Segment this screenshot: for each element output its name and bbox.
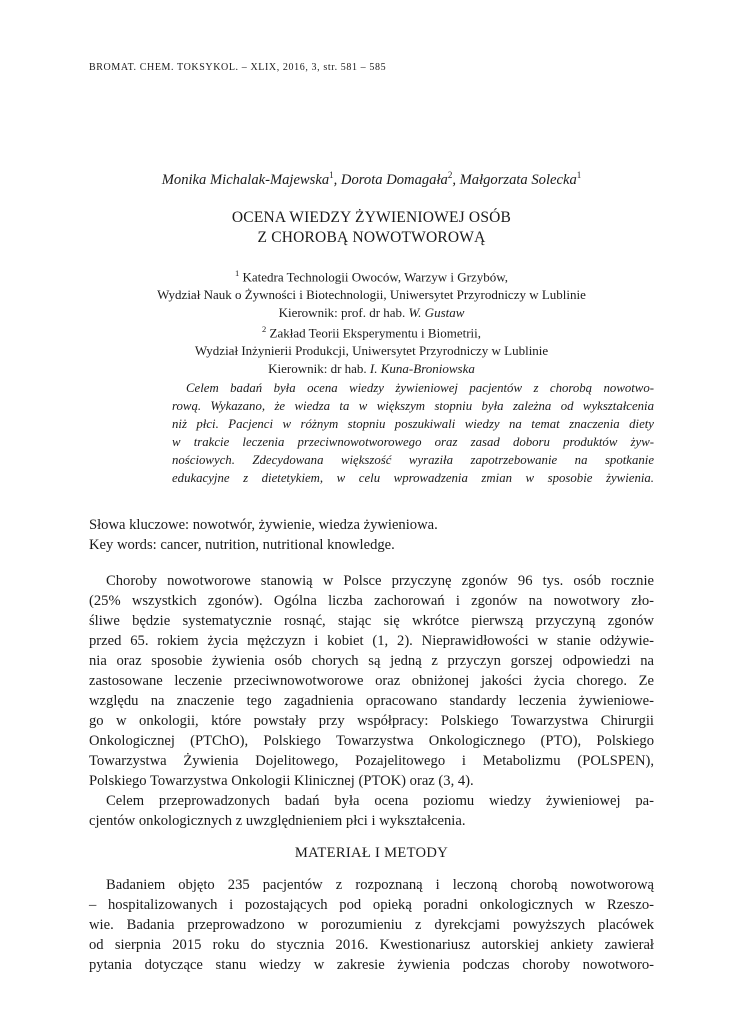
body-line: przed 65. rokiem życia mężczyzn i kobiet (1, 2). Nieprawidłowości w stanie odżywie-	[89, 633, 654, 649]
affiliation-faculty: Wydział Inżynierii Produkcji, Uniwersytet Przyrodniczy w Lublinie	[194, 343, 549, 359]
head-label: Kierownik: dr hab.	[268, 361, 370, 377]
keywords-english: Key words: cancer, nutrition, nutritional knowledge.	[89, 537, 395, 553]
keywords-polish: Słowa kluczowe: nowotwór, żywienie, wiedza żywieniowa.	[89, 517, 438, 533]
keywords	[89, 515, 438, 555]
affiliation-unit: Katedra Technologii Owoców, Warzyw i Grzybów,	[242, 269, 509, 285]
abstract	[172, 379, 654, 487]
author-affiliation-mark: 1	[576, 170, 582, 180]
head-name: I. Kuna-Broniowska	[369, 361, 475, 377]
body-line: (25% wszystkich zgonów). Ogólna liczba zachorowań i zgonów na nowotwory zło-	[89, 593, 654, 609]
title-line: OCENA WIEDZY ŻYWIENIOWEJ OSÓB	[231, 209, 512, 226]
title-line: Z CHOROBĄ NOWOTWOROWĄ	[257, 229, 486, 246]
abstract-line: Celem badań była ocena wiedzy żywieniowej pacjentów z chorobą nowotwo-	[186, 381, 654, 395]
affiliation-line	[89, 320, 654, 342]
running-head: BROMAT. CHEM. TOKSYKOL. – XLIX, 2016, 3, str. 581 – 585	[89, 62, 387, 73]
affiliation-1	[89, 264, 654, 322]
affiliation-2	[89, 320, 654, 378]
body-line: Onkologicznej (PTChO), Polskiego Towarzystwa Onkologicznego (PTO), Polskiego	[89, 733, 654, 749]
abstract-line: edukacyjne z dietetykiem, w celu wprowadzenia zmian w sposobie żywienia.	[172, 471, 654, 485]
body-line: Badaniem objęto 235 pacjentów z rozpoznaną i leczoną chorobą nowotworową	[106, 877, 654, 893]
introduction	[89, 571, 654, 831]
author-affiliation-mark: 1	[329, 170, 334, 180]
body-line: Choroby nowotworowe stanowią w Polsce przyczynę zgonów 96 tys. osób rocznie	[106, 573, 654, 589]
abstract-line: nościowych. Zdecydowana większość wyraziła zapotrzebowanie na spotkanie	[172, 453, 654, 467]
body-line: go w onkologii, które powstały przy współpracy: Polskiego Towarzystwa Chirurgii	[89, 713, 654, 729]
affiliation-line	[89, 264, 654, 286]
body-line: cjentów onkologicznych z uwzględnieniem płci i wykształcenia.	[89, 813, 466, 829]
affiliation-head	[89, 360, 654, 378]
head-label: Kierownik: prof. dr hab.	[278, 305, 409, 321]
methods	[89, 875, 654, 975]
author-list: Monika Michalak-Majewska$^1$, Dorota Domagała$^2$, Małgorzata Solecka$^1$	[161, 170, 582, 188]
affiliation-mark: 2	[262, 324, 267, 334]
affiliation-mark: 1	[234, 268, 240, 278]
body-line: Towarzystwa Żywienia Dojelitowego, Pozajelitowego i Metabolizmu (POLSPEN),	[89, 753, 654, 769]
paper-title	[89, 208, 654, 248]
head-name: W. Gustaw	[408, 305, 465, 321]
body-line: pytania dotyczące stanu wiedzy w zakresie żywienia podczas choroby nowotworo-	[89, 957, 654, 973]
body-line: od sierpnia 2015 roku do stycznia 2016. Kwestionariusz autorskiej ankiety zawierał	[89, 937, 654, 953]
author-name: Monika Michalak-Majewska	[161, 171, 330, 188]
author-affiliation-mark: 2	[447, 170, 453, 180]
affiliation-unit: Zakład Teorii Eksperymentu i Biometrii,	[269, 325, 481, 341]
body-line: Celem przeprowadzonych badań była ocena poziomu wiedzy żywieniowej pa-	[106, 793, 654, 809]
body-line: zastosowane leczenie przeciwnowotworowe oraz obniżonej jakości życia chorego. Ze	[89, 673, 654, 689]
body-line: nia oraz sposobie żywienia osób chorych są jedną z przyczyn gorszej odpowiedzi na	[89, 653, 654, 669]
abstract-line: rową. Wykazano, że wiedza ta w większym stopniu była zależna od wykształcenia	[172, 399, 654, 413]
abstract-line: w trakcie leczenia przeciwnowotworowego oraz zasad doboru produktów żyw-	[172, 435, 654, 449]
author-name: Małgorzata Solecka	[459, 171, 577, 188]
body-line: śliwe będzie systematycznie rosnąć, stając się wkrótce pierwszą przyczyną zgonów	[89, 613, 654, 629]
body-line: – hospitalizowanych i pozostających pod opieką poradni onkologicznych w Rzeszo-	[89, 897, 654, 913]
body-line: Polskiego Towarzystwa Onkologii Klinicznej (PTOK) oraz (3, 4).	[89, 773, 474, 789]
body-line: względu na znaczenie tego zagadnienia opracowano standardy leczenia żywieniowe-	[89, 693, 654, 709]
body-line: wie. Badania przeprowadzono w porozumieniu z dyrekcjami powyższych placówek	[89, 917, 654, 933]
affiliation-faculty: Wydział Nauk o Żywności i Biotechnologii, Uniwersytet Przyrodniczy w Lublinie	[157, 287, 586, 303]
author-name: Dorota Domagała	[340, 171, 448, 188]
section-heading: MATERIAŁ I METODY	[294, 845, 449, 861]
abstract-line: niż płci. Pacjenci w różnym stopniu poszukiwali wiedzy na temat znaczenia diety	[172, 417, 654, 431]
